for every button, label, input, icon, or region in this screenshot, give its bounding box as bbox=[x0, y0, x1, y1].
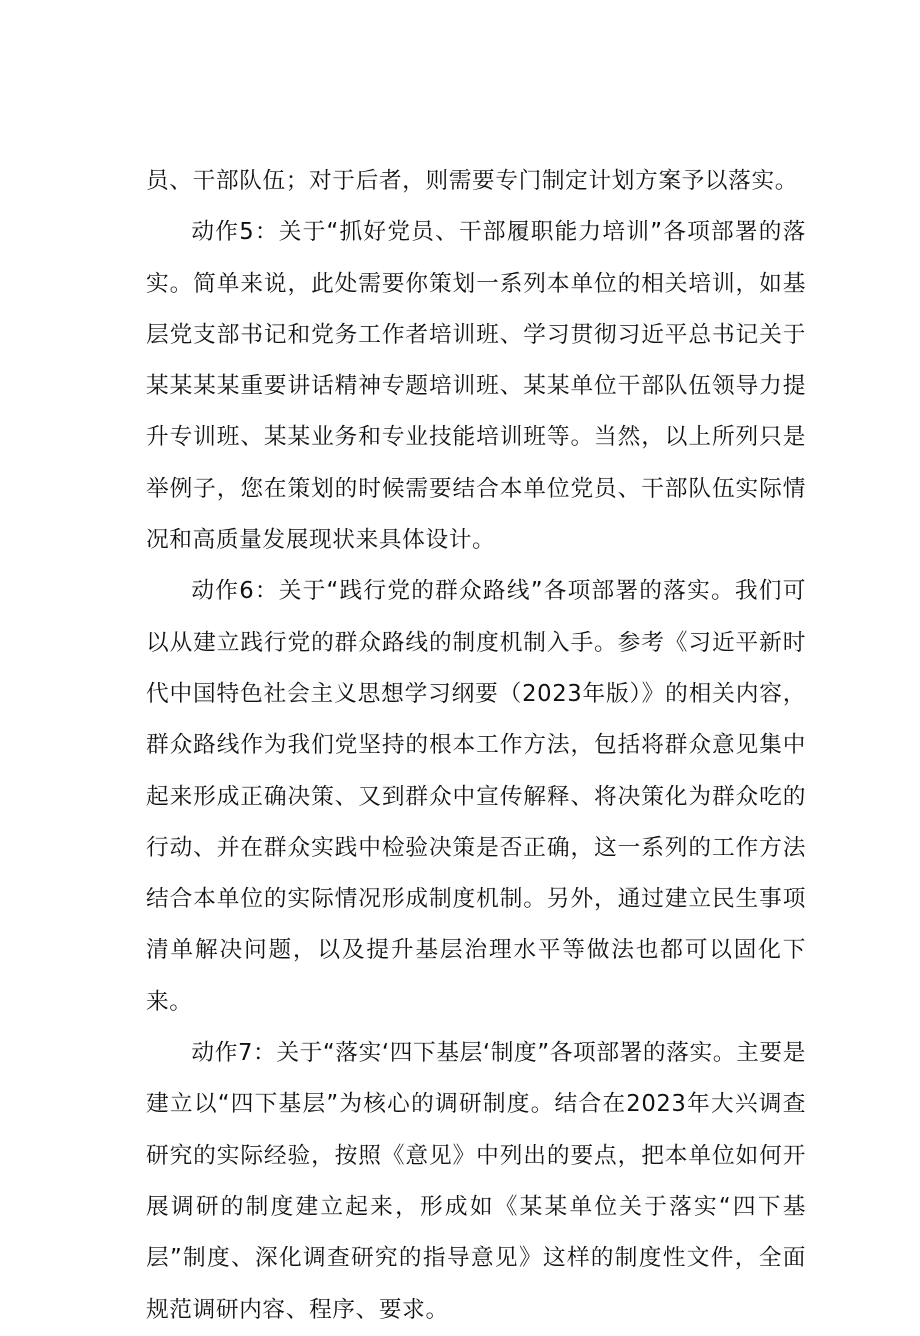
paragraph-action-7: 动作7：关于“落实‘四下基层‘制度”各项部署的落实。主要是建立以“四下基层”为核心的调研制度。结合在2023年大兴调查研究的实际经验，按照《意见》中列出的要点，把本单位如何开展调研的制度建立起来，形成如《某某单位关于落实“四下基层”制度、深化调查研究的指导意见》这样的制度性文件，全面规范调研内容、程序、要求。 bbox=[146, 1040, 806, 1323]
paragraph-continuation: 员、干部队伍；对于后者，则需要专门制定计划方案予以落实。 bbox=[146, 168, 799, 194]
paragraph-action-6: 动作6：关于“践行党的群众路线”各项部署的落实。我们可以从建立践行党的群众路线的制度机制入手。参考《习近平新时代中国特色社会主义思想学习纲要（2023年版）》的相关内容，群众路线作为我们党坚持的根本工作方法，包括将群众意见集中起来形成正确决策、又到群众中宣传解释、将决策化为群众吃的行动、并在群众实践中检验决策是否正确，这一系列的工作方法结合本单位的实际情况形成制度机制。另外，通过建立民生事项清单解决问题，以及提升基层治理水平等做法也都可以固化下来。 bbox=[146, 578, 806, 1015]
document-body bbox=[146, 156, 806, 1336]
paragraph-action-5: 动作5：关于“抓好党员、干部履职能力培训”各项部署的落实。简单来说，此处需要你策划一系列本单位的相关培训，如基层党支部书记和党务工作者培训班、学习贯彻习近平总书记关于某某某某重要讲话精神专题培训班、某某单位干部队伍领导力提升专训班、某某业务和专业技能培训班等。当然，以上所列只是举例子，您在策划的时候需要结合本单位党员、干部队伍实际情况和高质量发展现状来具体设计。 bbox=[146, 219, 806, 554]
